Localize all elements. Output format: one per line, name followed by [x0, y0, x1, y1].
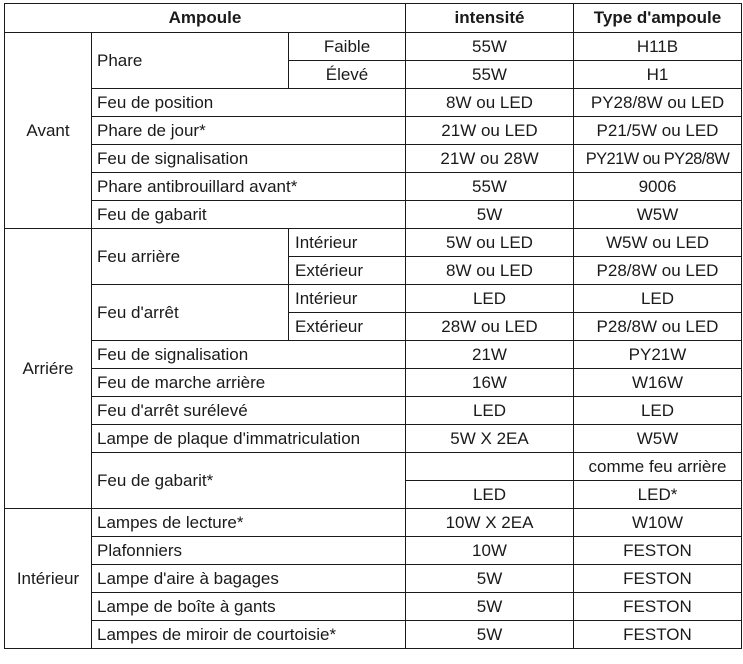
power-cell: 5W ou LED — [406, 229, 574, 257]
power-cell: 16W — [406, 369, 574, 397]
bulb-type-cell: P28/8W ou LED — [574, 313, 742, 341]
power-cell: LED — [406, 481, 574, 509]
row-label: Phare de jour* — [92, 117, 406, 145]
bulb-type-cell: FESTON — [574, 565, 742, 593]
power-cell — [406, 453, 574, 481]
bulb-type-cell: W16W — [574, 369, 742, 397]
power-cell: 5W — [406, 201, 574, 229]
table-row — [5, 229, 742, 257]
bulb-type-cell: LED* — [574, 481, 742, 509]
row-label: Lampes de miroir de courtoisie* — [92, 621, 406, 649]
power-cell: 8W ou LED — [406, 89, 574, 117]
table-row — [5, 537, 742, 565]
group-rear: Arriére — [5, 229, 92, 509]
table-row — [5, 173, 742, 201]
row-sublabel: Extérieur — [289, 313, 406, 341]
power-cell: 10W X 2EA — [406, 509, 574, 537]
power-cell: LED — [406, 397, 574, 425]
table-row — [5, 621, 742, 649]
table-row — [5, 593, 742, 621]
group-interior: Intérieur — [5, 509, 92, 649]
power-cell: 8W ou LED — [406, 257, 574, 285]
row-label: Plafonniers — [92, 537, 406, 565]
power-cell: 55W — [406, 61, 574, 89]
bulb-type-cell: P21/5W ou LED — [574, 117, 742, 145]
row-label: Phare antibrouillard avant* — [92, 173, 406, 201]
header-bulb: Ampoule — [5, 4, 406, 33]
header-intensity: intensité — [406, 4, 574, 33]
power-cell: 5W — [406, 565, 574, 593]
power-cell: 28W ou LED — [406, 313, 574, 341]
power-cell: 10W — [406, 537, 574, 565]
bulb-type-cell: W5W — [574, 425, 742, 453]
bulb-type-cell: PY28/8W ou LED — [574, 89, 742, 117]
bulb-type-cell: 9006 — [574, 173, 742, 201]
bulb-type-cell: FESTON — [574, 621, 742, 649]
bulb-type-cell: P28/8W ou LED — [574, 257, 742, 285]
power-cell: 5W X 2EA — [406, 425, 574, 453]
table-row — [5, 89, 742, 117]
group-front: Avant — [5, 33, 92, 229]
power-cell: 21W — [406, 341, 574, 369]
row-sublabel: Faible — [289, 33, 406, 61]
bulb-type-cell: H11B — [574, 33, 742, 61]
bulb-type-cell: W5W — [574, 201, 742, 229]
table-row — [5, 285, 742, 313]
row-label: Feu de marche arrière — [92, 369, 406, 397]
header-bulb-type: Type d'ampoule — [574, 4, 742, 33]
power-cell: 21W ou 28W — [406, 145, 574, 173]
table-row — [5, 565, 742, 593]
power-cell: 21W ou LED — [406, 117, 574, 145]
bulb-type-cell: FESTON — [574, 537, 742, 565]
table-row — [5, 341, 742, 369]
table-row — [5, 425, 742, 453]
header-row — [5, 4, 742, 33]
bulb-type-cell: LED — [574, 285, 742, 313]
table-row — [5, 117, 742, 145]
row-label: Phare — [92, 33, 289, 89]
row-label: Feu de signalisation — [92, 341, 406, 369]
row-label: Lampes de lecture* — [92, 509, 406, 537]
bulb-type-cell: LED — [574, 397, 742, 425]
table-row — [5, 145, 742, 173]
table-row — [5, 201, 742, 229]
row-label: Feu de position — [92, 89, 406, 117]
bulb-type-cell: W10W — [574, 509, 742, 537]
row-label: Feu d'arrêt — [92, 285, 289, 341]
power-cell: 55W — [406, 173, 574, 201]
bulb-type-cell: comme feu arrière — [574, 453, 742, 481]
bulb-type-cell: PY21W ou PY28/8W — [574, 145, 742, 173]
table-row — [5, 369, 742, 397]
table-row — [5, 509, 742, 537]
row-label: Feu de gabarit* — [92, 453, 406, 509]
bulb-spec-table — [4, 3, 742, 649]
row-sublabel: Intérieur — [289, 285, 406, 313]
power-cell: 5W — [406, 621, 574, 649]
row-label: Lampe de boîte à gants — [92, 593, 406, 621]
row-label: Feu d'arrêt surélevé — [92, 397, 406, 425]
table-row — [5, 453, 742, 481]
row-label: Feu arrière — [92, 229, 289, 285]
row-label: Feu de signalisation — [92, 145, 406, 173]
bulb-type-cell: W5W ou LED — [574, 229, 742, 257]
table-row — [5, 397, 742, 425]
bulb-type-cell: FESTON — [574, 593, 742, 621]
row-sublabel: Extérieur — [289, 257, 406, 285]
row-label: Lampe de plaque d'immatriculation — [92, 425, 406, 453]
power-cell: 5W — [406, 593, 574, 621]
row-label: Lampe d'aire à bagages — [92, 565, 406, 593]
bulb-type-cell: PY21W — [574, 341, 742, 369]
row-sublabel: Élevé — [289, 61, 406, 89]
row-sublabel: Intérieur — [289, 229, 406, 257]
power-cell: 55W — [406, 33, 574, 61]
bulb-type-cell: H1 — [574, 61, 742, 89]
power-cell: LED — [406, 285, 574, 313]
table-row — [5, 33, 742, 61]
row-label: Feu de gabarit — [92, 201, 406, 229]
